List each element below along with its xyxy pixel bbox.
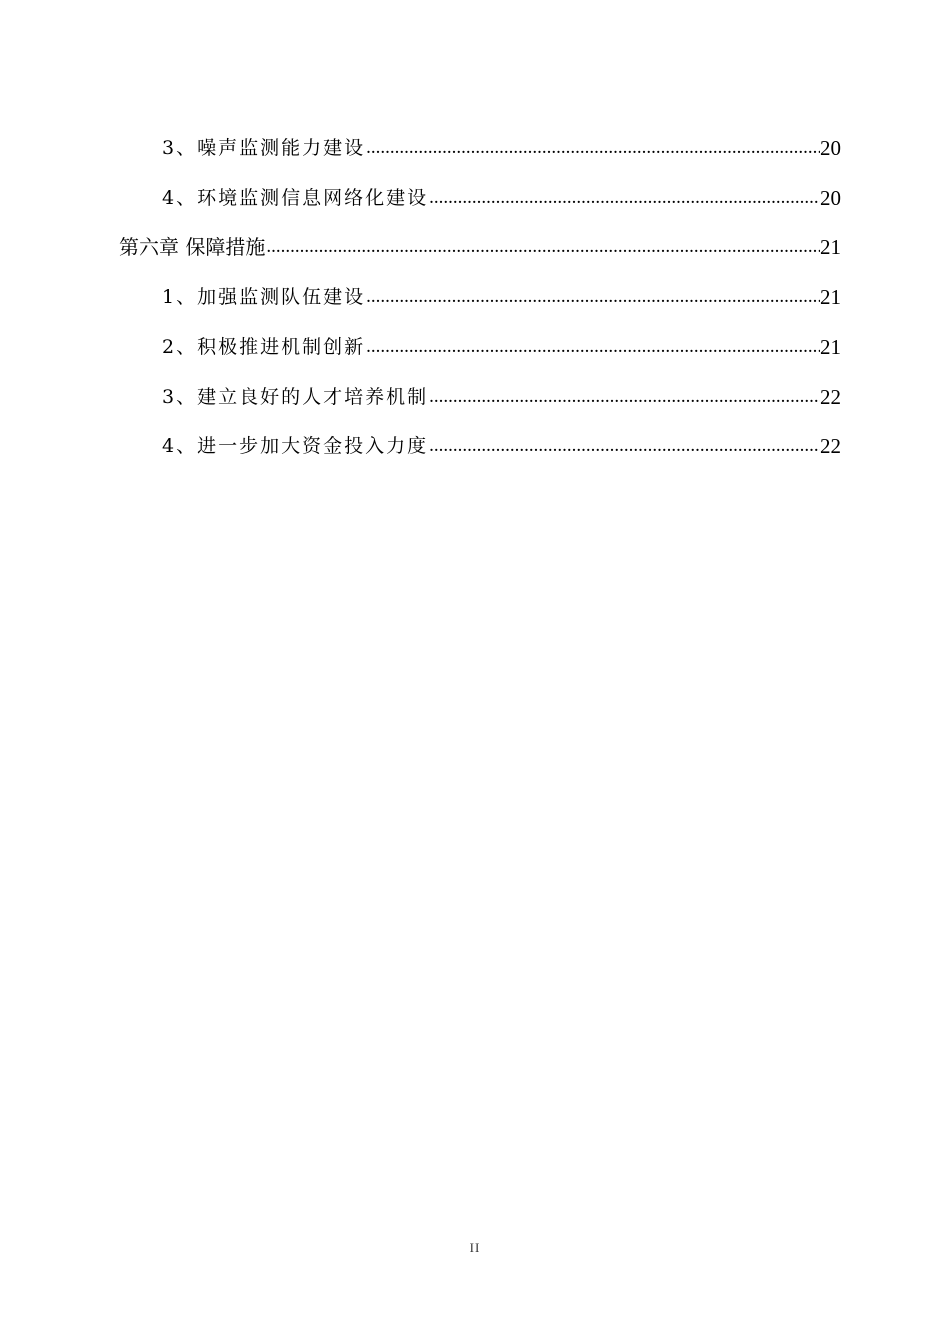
toc-dot-leader [366,282,820,312]
toc-entry-funding-investment[interactable] [162,431,841,461]
toc-entry-talent-training[interactable] [162,382,841,412]
toc-entry-label: 1、加强监测队伍建设 [162,286,366,308]
toc-entry-page: 20 [820,186,841,210]
toc-entry-label: 2、积极推进机制创新 [162,336,366,358]
toc-entry-label: 4、进一步加大资金投入力度 [162,435,429,457]
toc-dot-leader [429,382,820,412]
toc-dot-leader [429,431,820,461]
toc-entry-page: 22 [820,434,841,458]
toc-dot-leader [366,133,820,163]
toc-entry-page: 21 [820,335,841,359]
toc-entry-page: 21 [820,235,841,259]
toc-entry-label: 4、环境监测信息网络化建设 [162,187,429,209]
toc-entry-team-building[interactable] [162,282,841,312]
toc-entry-page: 21 [820,285,841,309]
toc-entry-label: 3、噪声监测能力建设 [162,137,366,159]
toc-entry-page: 22 [820,385,841,409]
toc-dot-leader [429,183,820,213]
toc-entry-chapter-six[interactable] [119,232,841,262]
toc-entry-mechanism-innovation[interactable] [162,332,841,362]
toc-dot-leader [266,232,820,262]
toc-dot-leader [366,332,820,362]
toc-chapter-label: 第六章 保障措施 [119,235,266,259]
toc-entry-page: 20 [820,136,841,160]
page-footer-number: II [469,1240,481,1255]
toc-entry-network-info[interactable] [162,183,841,213]
toc-entry-noise-monitoring[interactable] [162,133,841,163]
toc-entry-label: 3、建立良好的人才培养机制 [162,386,429,408]
